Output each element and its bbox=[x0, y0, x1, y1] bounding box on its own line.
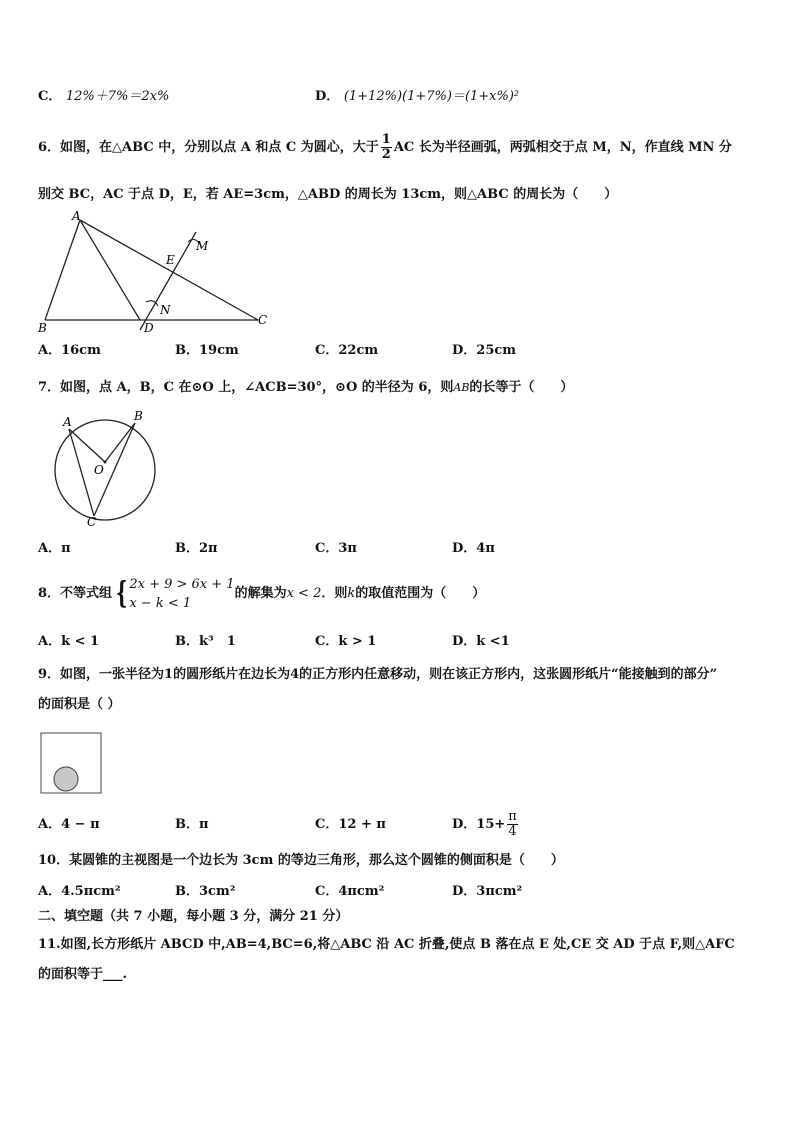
q10-option-a: A．4.5πcm² bbox=[38, 884, 121, 899]
q11-stem-line2: 的面积等于___. bbox=[38, 967, 128, 982]
q7-option-d: D．4π bbox=[452, 541, 495, 556]
q10-option-b: B．3cm² bbox=[175, 884, 236, 899]
circle-o bbox=[55, 420, 155, 520]
q9-square-figure bbox=[40, 732, 104, 796]
label-c: C bbox=[258, 313, 268, 327]
label-b: B bbox=[38, 321, 47, 335]
q8-option-d: D．k <1 bbox=[452, 634, 510, 649]
q7-stem: 7．如图，点 A，B，C 在⊙O 上，∠ACB=30°，⊙O 的半径为 6，则AB的长等于（ ） bbox=[38, 380, 574, 395]
q7-option-b: B．2π bbox=[175, 541, 218, 556]
q6-option-c: C．22cm bbox=[315, 343, 379, 358]
segment-ac bbox=[69, 429, 94, 516]
q11-stem-line1: 11.如图,长方形纸片 ABCD 中,AB=4,BC=6,将△ABC 沿 AC 折叠,使点 B 落在点 E 处,CE 交 AD 于点 F,则△AFC bbox=[38, 937, 735, 952]
segment-ad bbox=[80, 220, 140, 320]
q6-option-a: A．16cm bbox=[38, 343, 101, 358]
q7-option-a: A．π bbox=[38, 541, 71, 556]
q10-option-c: C．4πcm² bbox=[315, 884, 385, 899]
q9-option-b: B．π bbox=[175, 817, 209, 832]
q9-stem-line2: 的面积是（ ） bbox=[38, 697, 121, 712]
arc-ab-label: AB bbox=[453, 381, 470, 394]
q8-stem: 8．不等式组 { 2x + 9 > 6x + 1 x − k < 1 的解集为x < 2．则k的取值范围为（ ） bbox=[38, 575, 486, 611]
q9-option-d: D．15+ $\frac{\pi}{4}$ bbox=[452, 809, 517, 839]
label-m: M bbox=[196, 239, 209, 253]
q6-stem-line2: 别交 BC，AC 于点 D，E，若 AE=3cm，△ABD 的周长为 13cm，则△ABC 的周长为（ ） bbox=[38, 187, 618, 202]
q9-stem-line1: 9．如图，一张半径为1的圆形纸片在边长为4的正方形内任意移动，则在该正方形内，这张圆形纸片“能接触到的部分” bbox=[38, 667, 718, 682]
segment-ab bbox=[45, 220, 80, 320]
center-dot bbox=[104, 461, 107, 464]
q8-option-c: C．k > 1 bbox=[315, 634, 377, 649]
q6-triangle-figure bbox=[30, 208, 280, 340]
q6-half-fraction: $\frac{1}{2}$ bbox=[381, 132, 391, 162]
label-o: O bbox=[94, 463, 104, 477]
q9-option-c: C．12 + π bbox=[315, 817, 386, 832]
label-b: B bbox=[134, 409, 143, 423]
q6-option-b: B．19cm bbox=[175, 343, 239, 358]
label-c: C bbox=[87, 515, 97, 529]
q7-circle-figure bbox=[50, 406, 162, 530]
q10-stem: 10．某圆锥的主视图是一个边长为 3cm 的等边三角形，那么这个圆锥的侧面积是（ ） bbox=[38, 853, 564, 868]
label-e: E bbox=[166, 253, 175, 267]
q9-option-a: A．4 − π bbox=[38, 817, 100, 832]
q5-option-d: D． (1+12%)(1+7%)＝(1+x%)² bbox=[315, 89, 520, 104]
system-brace: { bbox=[115, 575, 128, 611]
section-heading: 二、填空题（共 7 小题，每小题 3 分，满分 21 分） bbox=[38, 909, 349, 924]
q7-option-c: C．3π bbox=[315, 541, 357, 556]
label-a: A bbox=[63, 415, 72, 429]
q6-option-d: D．25cm bbox=[452, 343, 517, 358]
inequality-system: 2x + 9 > 6x + 1 x − k < 1 bbox=[129, 576, 235, 611]
q10-option-d: D．3πcm² bbox=[452, 884, 523, 899]
q6-stem-line1: 6．如图，在△ABC 中，分别以点 A 和点 C 为圆心，大于 $\frac{1}{2}$ AC 长为半径画弧，两弧相交于点 M，N，作直线 MN 分 bbox=[38, 132, 732, 162]
label-a: A bbox=[72, 209, 81, 223]
paper-circle bbox=[54, 767, 78, 791]
q8-option-a: A．k < 1 bbox=[38, 634, 100, 649]
q8-option-b: B．k³ 1 bbox=[175, 634, 236, 649]
q5-option-c: C． 12%＋7%＝2x% bbox=[38, 89, 170, 104]
label-d: D bbox=[144, 321, 154, 335]
label-n: N bbox=[160, 303, 171, 317]
